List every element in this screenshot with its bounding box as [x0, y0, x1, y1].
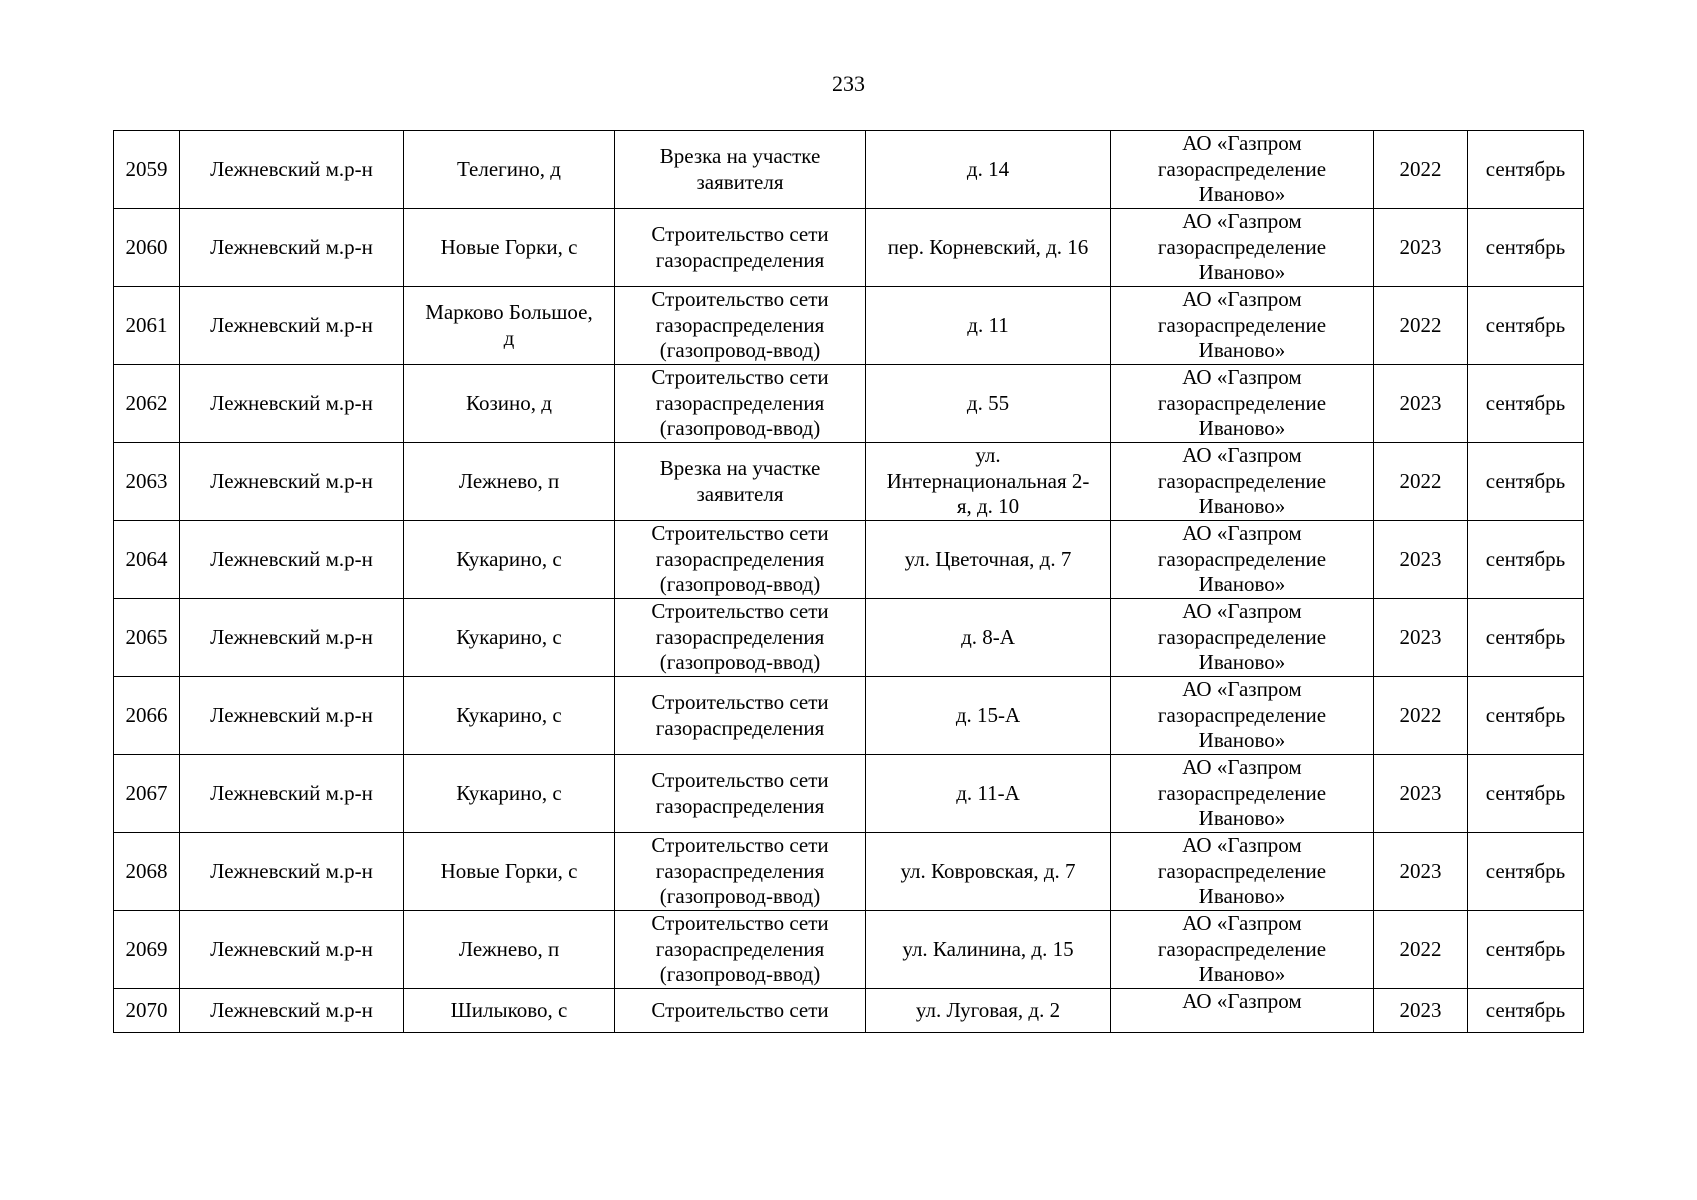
- month-cell: сентябрь: [1468, 365, 1584, 443]
- work-type-cell: Строительство сети газораспределения (газопровод-ввод): [615, 287, 866, 365]
- row-number-cell: 2067: [114, 755, 180, 833]
- year-cell: 2022: [1374, 131, 1468, 209]
- address-cell: ул. Луговая, д. 2: [866, 989, 1111, 1033]
- table-body: [114, 131, 1584, 1033]
- locality-cell: Лежнево, п: [404, 443, 615, 521]
- district-cell: Лежневский м.р-н: [180, 131, 404, 209]
- year-cell: 2023: [1374, 365, 1468, 443]
- row-number-cell: 2065: [114, 599, 180, 677]
- work-type-cell: Врезка на участке заявителя: [615, 131, 866, 209]
- organization-cell: АО «Газпром газораспределение Иваново»: [1111, 287, 1374, 365]
- year-cell: 2023: [1374, 209, 1468, 287]
- table-row: [114, 521, 1584, 599]
- row-number-cell: 2066: [114, 677, 180, 755]
- address-cell: пер. Корневский, д. 16: [866, 209, 1111, 287]
- organization-cell: АО «Газпром газораспределение Иваново»: [1111, 833, 1374, 911]
- table-row: [114, 443, 1584, 521]
- month-cell: сентябрь: [1468, 209, 1584, 287]
- work-type-cell: Строительство сети газораспределения: [615, 677, 866, 755]
- locality-cell: Новые Горки, с: [404, 833, 615, 911]
- locality-cell: Кукарино, с: [404, 755, 615, 833]
- month-cell: сентябрь: [1468, 911, 1584, 989]
- year-cell: 2022: [1374, 287, 1468, 365]
- organization-cell: АО «Газпром газораспределение Иваново»: [1111, 521, 1374, 599]
- row-number-cell: 2064: [114, 521, 180, 599]
- district-cell: Лежневский м.р-н: [180, 755, 404, 833]
- row-number-cell: 2060: [114, 209, 180, 287]
- district-cell: Лежневский м.р-н: [180, 521, 404, 599]
- district-cell: Лежневский м.р-н: [180, 833, 404, 911]
- work-type-cell: Врезка на участке заявителя: [615, 443, 866, 521]
- work-type-cell: Строительство сети газораспределения (газопровод-ввод): [615, 911, 866, 989]
- district-cell: Лежневский м.р-н: [180, 989, 404, 1033]
- address-cell: ул. Интернациональная 2- я, д. 10: [866, 443, 1111, 521]
- locality-cell: Марково Большое, д: [404, 287, 615, 365]
- organization-cell: АО «Газпром газораспределение Иваново»: [1111, 755, 1374, 833]
- locality-cell: Кукарино, с: [404, 521, 615, 599]
- table-row: [114, 677, 1584, 755]
- work-type-cell: Строительство сети газораспределения (газопровод-ввод): [615, 521, 866, 599]
- locality-cell: Кукарино, с: [404, 677, 615, 755]
- address-cell: д. 14: [866, 131, 1111, 209]
- month-cell: сентябрь: [1468, 677, 1584, 755]
- organization-cell: АО «Газпром газораспределение Иваново»: [1111, 599, 1374, 677]
- year-cell: 2022: [1374, 911, 1468, 989]
- row-number-cell: 2063: [114, 443, 180, 521]
- month-cell: сентябрь: [1468, 287, 1584, 365]
- year-cell: 2022: [1374, 443, 1468, 521]
- year-cell: 2023: [1374, 755, 1468, 833]
- organization-cell: АО «Газпром газораспределение Иваново»: [1111, 443, 1374, 521]
- month-cell: сентябрь: [1468, 599, 1584, 677]
- table-row: [114, 287, 1584, 365]
- locality-cell: Шилыково, с: [404, 989, 615, 1033]
- year-cell: 2023: [1374, 833, 1468, 911]
- month-cell: сентябрь: [1468, 521, 1584, 599]
- row-number-cell: 2062: [114, 365, 180, 443]
- address-cell: д. 11-А: [866, 755, 1111, 833]
- address-cell: д. 55: [866, 365, 1111, 443]
- table-row: [114, 911, 1584, 989]
- table-row: [114, 599, 1584, 677]
- locality-cell: Телегино, д: [404, 131, 615, 209]
- page-number: 233: [832, 71, 865, 96]
- address-cell: д. 11: [866, 287, 1111, 365]
- district-cell: Лежневский м.р-н: [180, 911, 404, 989]
- table-row: [114, 833, 1584, 911]
- work-type-cell: Строительство сети газораспределения (газопровод-ввод): [615, 833, 866, 911]
- month-cell: сентябрь: [1468, 755, 1584, 833]
- gasification-table: [113, 130, 1584, 1033]
- month-cell: сентябрь: [1468, 443, 1584, 521]
- year-cell: 2023: [1374, 521, 1468, 599]
- row-number-cell: 2069: [114, 911, 180, 989]
- district-cell: Лежневский м.р-н: [180, 287, 404, 365]
- month-cell: сентябрь: [1468, 989, 1584, 1033]
- organization-cell: АО «Газпром газораспределение Иваново»: [1111, 209, 1374, 287]
- district-cell: Лежневский м.р-н: [180, 599, 404, 677]
- table-row: [114, 131, 1584, 209]
- district-cell: Лежневский м.р-н: [180, 443, 404, 521]
- table-row: [114, 989, 1584, 1033]
- work-type-cell: Строительство сети газораспределения (газопровод-ввод): [615, 599, 866, 677]
- locality-cell: Кукарино, с: [404, 599, 615, 677]
- row-number-cell: 2068: [114, 833, 180, 911]
- work-type-cell: Строительство сети газораспределения: [615, 209, 866, 287]
- organization-cell: АО «Газпром газораспределение Иваново»: [1111, 131, 1374, 209]
- organization-cell: АО «Газпром газораспределение Иваново»: [1111, 677, 1374, 755]
- year-cell: 2023: [1374, 989, 1468, 1033]
- district-cell: Лежневский м.р-н: [180, 365, 404, 443]
- locality-cell: Лежнево, п: [404, 911, 615, 989]
- row-number-cell: 2061: [114, 287, 180, 365]
- month-cell: сентябрь: [1468, 131, 1584, 209]
- organization-cell: АО «Газпром: [1111, 989, 1374, 1033]
- table-row: [114, 365, 1584, 443]
- year-cell: 2023: [1374, 599, 1468, 677]
- address-cell: ул. Ковровская, д. 7: [866, 833, 1111, 911]
- address-cell: д. 8-А: [866, 599, 1111, 677]
- year-cell: 2022: [1374, 677, 1468, 755]
- row-number-cell: 2070: [114, 989, 180, 1033]
- work-type-cell: Строительство сети газораспределения: [615, 755, 866, 833]
- organization-cell: АО «Газпром газораспределение Иваново»: [1111, 365, 1374, 443]
- address-cell: ул. Цветочная, д. 7: [866, 521, 1111, 599]
- district-cell: Лежневский м.р-н: [180, 209, 404, 287]
- address-cell: ул. Калинина, д. 15: [866, 911, 1111, 989]
- work-type-cell: Строительство сети газораспределения (газопровод-ввод): [615, 365, 866, 443]
- locality-cell: Козино, д: [404, 365, 615, 443]
- work-type-cell: Строительство сети: [615, 989, 866, 1033]
- table-row: [114, 755, 1584, 833]
- table-row: [114, 209, 1584, 287]
- row-number-cell: 2059: [114, 131, 180, 209]
- month-cell: сентябрь: [1468, 833, 1584, 911]
- locality-cell: Новые Горки, с: [404, 209, 615, 287]
- address-cell: д. 15-А: [866, 677, 1111, 755]
- district-cell: Лежневский м.р-н: [180, 677, 404, 755]
- organization-cell: АО «Газпром газораспределение Иваново»: [1111, 911, 1374, 989]
